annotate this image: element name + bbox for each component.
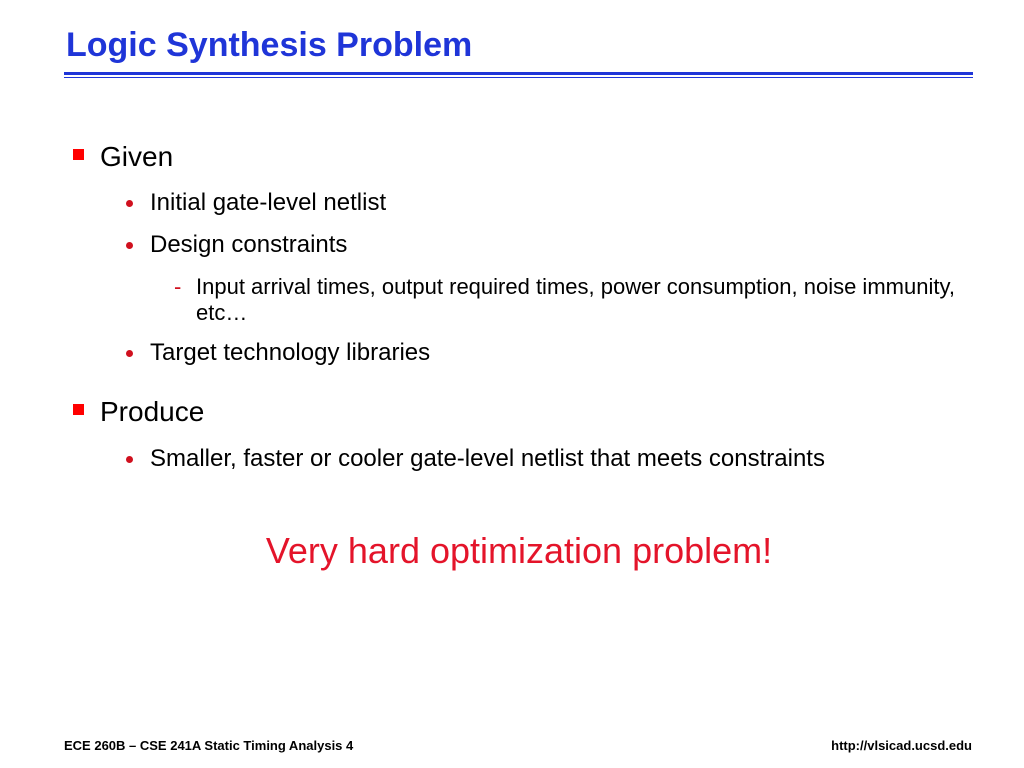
sub-bullet-label: Design constraints [150,231,348,258]
sub-bullet-label: Initial gate-level netlist [150,189,387,216]
sub-bullet-output-netlist [150,445,825,473]
sub-bullet-libraries [150,339,430,367]
title-divider [64,72,973,75]
bullet-given [100,141,173,173]
title-divider-thin [64,77,973,78]
callout-text: Very hard optimization problem! [265,530,773,571]
sub-bullet-label: Target technology libraries [150,339,431,366]
bullet-produce-label: Produce [100,396,205,427]
round-bullet-icon [126,242,133,249]
slide-title: Logic Synthesis Problem [66,26,473,64]
footer-course: ECE 260B – CSE 241A Static Timing Analysis 4 [64,738,354,753]
sub-bullet-label: Smaller, faster or cooler gate-level netlist that meets constraints [150,445,825,472]
footer-url: http://vlsicad.ucsd.edu [831,738,972,753]
dash-bullet-icon: - [174,274,182,299]
square-bullet-icon [73,404,84,415]
square-bullet-icon [73,149,84,160]
bullet-produce [100,396,204,428]
round-bullet-icon [126,350,133,357]
sub-sub-bullet-label: Input arrival times, output required times, power consumption, noise immunity, etc… [196,274,955,325]
round-bullet-icon [126,200,133,207]
sub-bullet-constraints [150,231,347,259]
sub-bullet-netlist [150,189,386,217]
bullet-given-label: Given [100,141,174,172]
round-bullet-icon [126,456,133,463]
sub-sub-bullet-constraint-details [174,274,986,326]
